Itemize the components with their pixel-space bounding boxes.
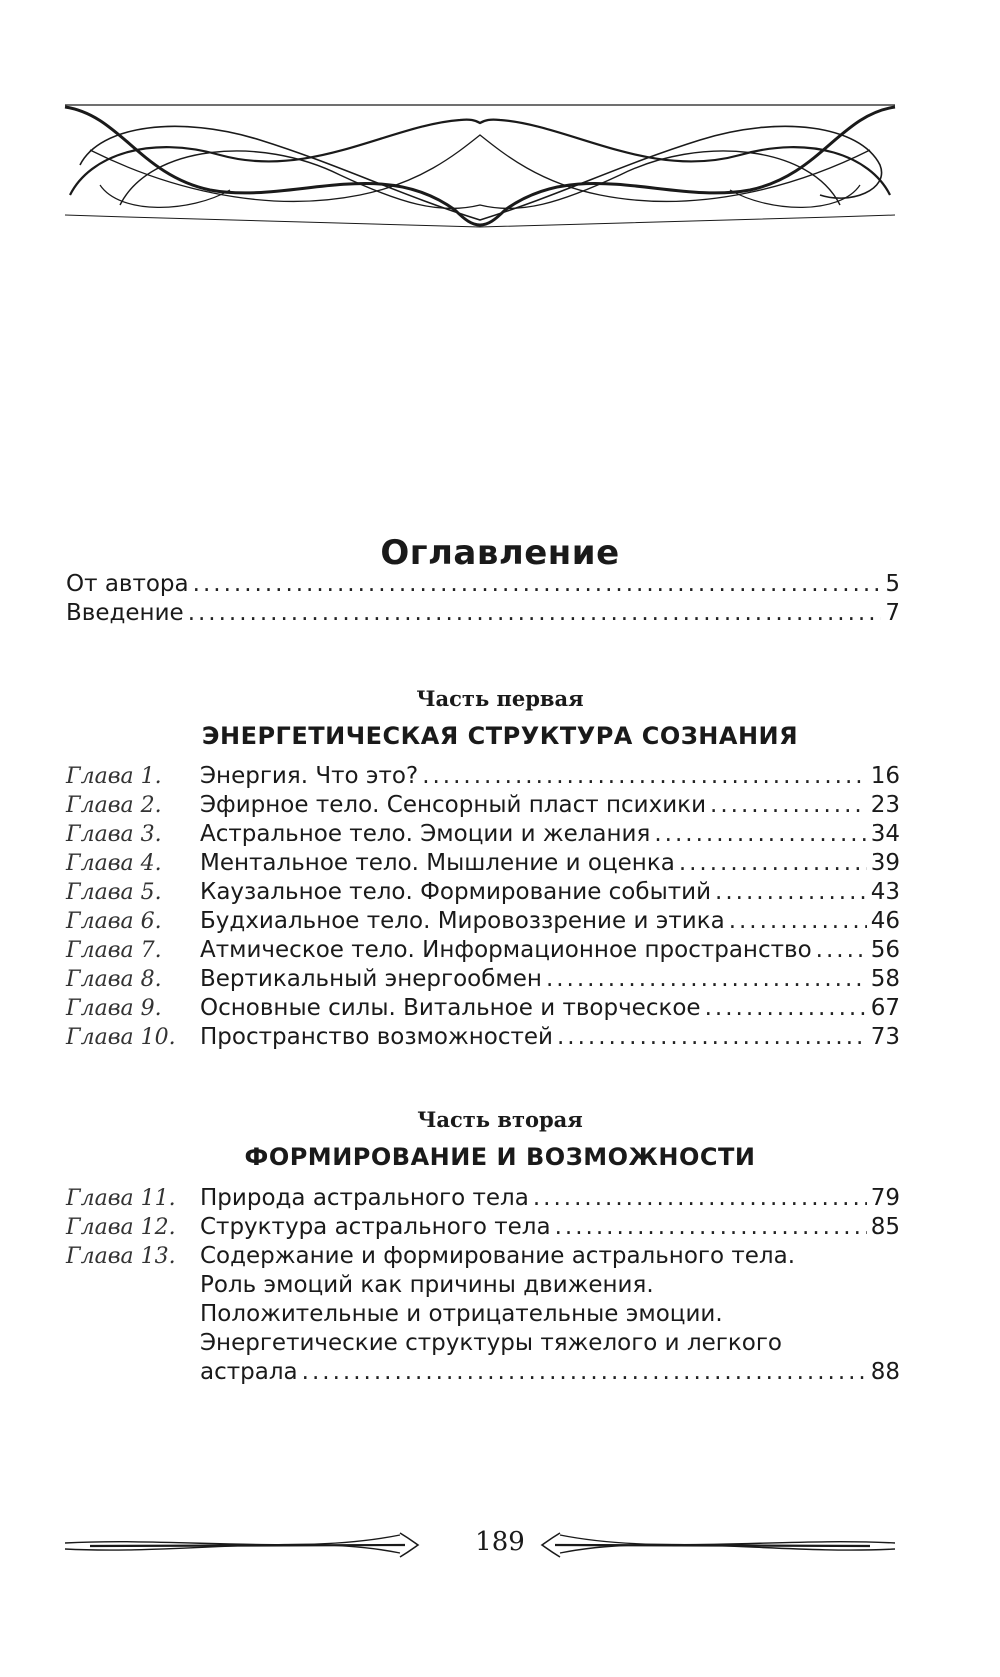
toc-entry-chapter-13-last-line xyxy=(200,1357,900,1387)
toc-entry-introduction xyxy=(66,598,900,628)
toc-entry-chapter-5 xyxy=(66,877,900,907)
toc-entry-page: 46 xyxy=(870,908,900,934)
toc-entry-title-line: астрала xyxy=(200,1359,298,1385)
toc-entry-page: 85 xyxy=(870,1214,900,1240)
dot-leader xyxy=(422,761,867,791)
toc-entry-title: Атмическое тело. Информационное пространство xyxy=(200,937,812,963)
toc-entry-title: Основные силы. Витальное и творческое xyxy=(200,995,701,1021)
toc-entry-page: 67 xyxy=(870,995,900,1021)
toc-entry-title: Каузальное тело. Формирование событий xyxy=(200,879,712,905)
dot-leader xyxy=(679,848,867,878)
dot-leader xyxy=(302,1357,867,1387)
toc-entry-chapter-7 xyxy=(66,935,900,965)
toc-entry-chapter-13 xyxy=(66,1241,900,1271)
toc-entry-chapter-12 xyxy=(66,1212,900,1242)
part-two-label: Часть вторая xyxy=(417,1107,583,1132)
chapter-number: Глава 9. xyxy=(66,996,162,1021)
toc-entry-chapter-3 xyxy=(66,819,900,849)
dot-leader xyxy=(729,906,867,936)
toc-entry-title: Эфирное тело. Сенсорный пласт психики xyxy=(200,792,707,818)
toc-entry-page: 16 xyxy=(870,763,900,789)
chapter-number: Глава 13. xyxy=(66,1244,176,1269)
toc-entry-page: 56 xyxy=(870,937,900,963)
toc-entry-page: 79 xyxy=(870,1185,900,1211)
toc-entry-title: Будхиальное тело. Мировоззрение и этика xyxy=(200,908,725,934)
toc-entry-title-line: Роль эмоций как причины движения. xyxy=(200,1272,654,1298)
toc-entry-chapter-6 xyxy=(66,906,900,936)
chapter-number: Глава 1. xyxy=(66,764,162,789)
chapter-number: Глава 2. xyxy=(66,793,162,818)
toc-entry-page: 88 xyxy=(870,1359,900,1385)
chapter-number: Глава 3. xyxy=(66,822,162,847)
chapter-number: Глава 4. xyxy=(66,851,162,876)
chapter-number: Глава 7. xyxy=(66,938,162,963)
dot-leader xyxy=(557,1022,867,1052)
chapter-number: Глава 10. xyxy=(66,1025,176,1050)
toc-entry-chapter-2 xyxy=(66,790,900,820)
dot-leader xyxy=(546,964,867,994)
chapter-number: Глава 12. xyxy=(66,1215,176,1240)
toc-entry-title: Пространство возможностей xyxy=(200,1024,553,1050)
toc-entry-title: Ментальное тело. Мышление и оценка xyxy=(200,850,675,876)
chapter-number: Глава 5. xyxy=(66,880,162,905)
part-one-label: Часть первая xyxy=(416,686,584,711)
dot-leader xyxy=(555,1212,867,1242)
page-number: 189 xyxy=(475,1527,525,1557)
dot-leader xyxy=(816,935,867,965)
toc-entry-chapter-11 xyxy=(66,1183,900,1213)
toc-entry-chapter-8 xyxy=(66,964,900,994)
toc-entry-chapter-4 xyxy=(66,848,900,878)
part-two-title: ФОРМИРОВАНИЕ И ВОЗМОЖНОСТИ xyxy=(244,1143,756,1171)
part-one-title: ЭНЕРГЕТИЧЕСКАЯ СТРУКТУРА СОЗНАНИЯ xyxy=(201,722,799,750)
page-title: Оглавление xyxy=(380,533,620,573)
toc-entry-title: Астральное тело. Эмоции и желания xyxy=(200,821,651,847)
toc-entry-page: 73 xyxy=(870,1024,900,1050)
toc-entry-page: 43 xyxy=(870,879,900,905)
toc-entry-page: 39 xyxy=(870,850,900,876)
toc-entry-title: Структура астрального тела xyxy=(200,1214,551,1240)
dot-leader xyxy=(188,598,882,628)
toc-entry-page: 23 xyxy=(870,792,900,818)
toc-entry-title: Введение xyxy=(66,600,184,626)
dot-leader xyxy=(533,1183,867,1213)
top-ornament xyxy=(60,95,900,240)
toc-entry-title: Вертикальный энергообмен xyxy=(200,966,542,992)
toc-entry-page: 7 xyxy=(885,600,900,626)
toc-entry-title: От автора xyxy=(66,571,189,597)
toc-entry-title-line: Энергетические структуры тяжелого и легкого xyxy=(200,1330,782,1356)
chapter-number: Глава 11. xyxy=(66,1186,176,1211)
toc-entry-title-line: Содержание и формирование астрального тела. xyxy=(200,1243,796,1269)
dot-leader xyxy=(715,877,867,907)
toc-entry-title: Природа астрального тела xyxy=(200,1185,529,1211)
dot-leader xyxy=(710,790,867,820)
toc-entry-preface xyxy=(66,569,900,599)
toc-entry-page: 34 xyxy=(870,821,900,847)
toc-entry-chapter-1 xyxy=(66,761,900,791)
toc-entry-page: 5 xyxy=(885,571,900,597)
toc-entry-chapter-9 xyxy=(66,993,900,1023)
dot-leader xyxy=(193,569,882,599)
dot-leader xyxy=(705,993,867,1023)
dot-leader xyxy=(654,819,866,849)
toc-entry-page: 58 xyxy=(870,966,900,992)
toc-entry-title: Энергия. Что это? xyxy=(200,763,419,789)
chapter-number: Глава 6. xyxy=(66,909,162,934)
toc-entry-title-line: Положительные и отрицательные эмоции. xyxy=(200,1301,723,1327)
chapter-number: Глава 8. xyxy=(66,967,162,992)
toc-entry-chapter-10 xyxy=(66,1022,900,1052)
